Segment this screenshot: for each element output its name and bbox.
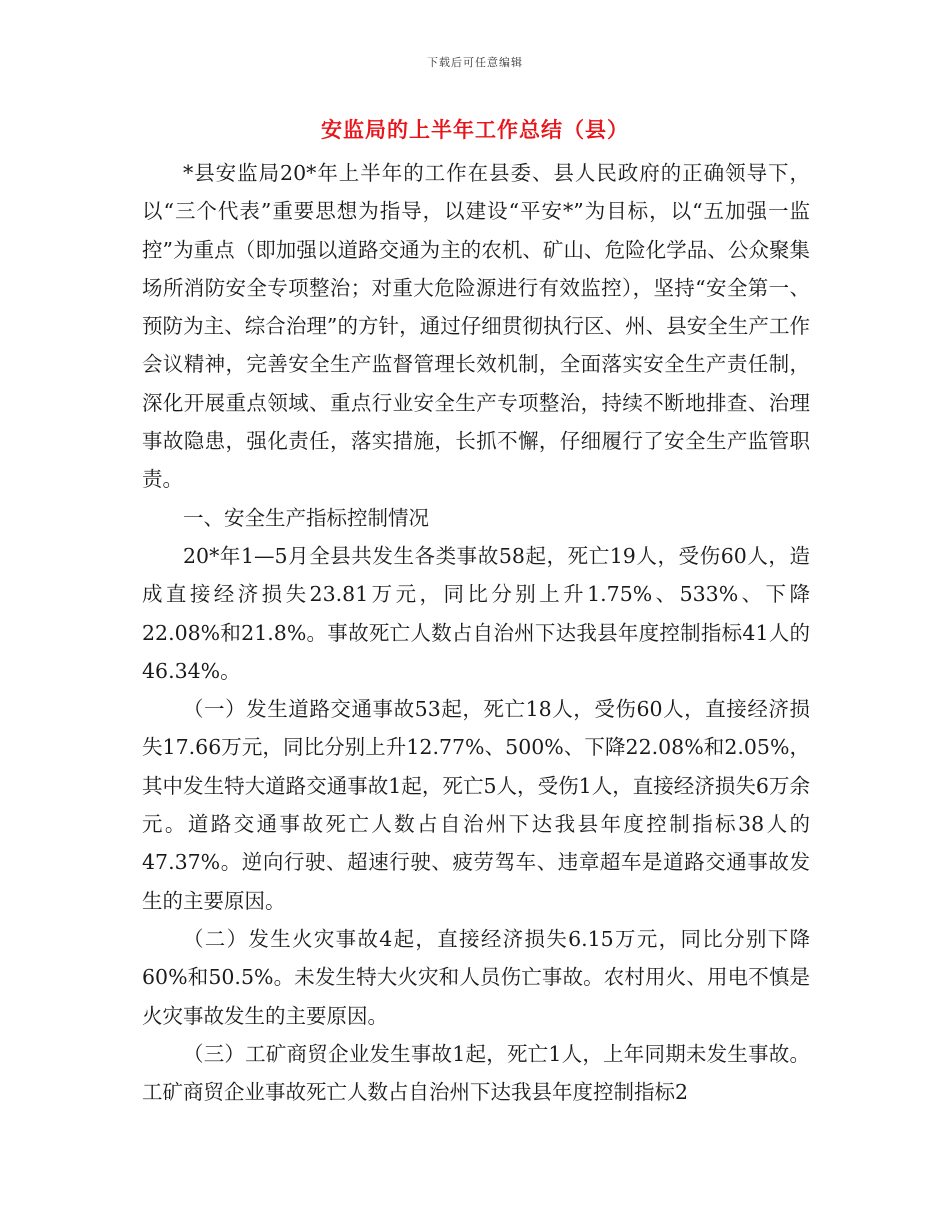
summary-paragraph: 20*年1—5月全县共发生各类事故58起，死亡19人，受伤60人，造成直接经济损失23.81万元，同比分别上升1.75%、533%、下降22.08%和21.8%。事故死亡人数占自治州下达我县年度控制指标41人的46.34%。 (142, 543, 810, 683)
fire-accident-paragraph: （二）发生火灾事故4起，直接经济损失6.15万元，同比分别下降60%和50.5%。未发生特大火灾和人员伤亡事故。农村用火、用电不慎是火灾事故发生的主要原因。 (142, 926, 810, 1028)
traffic-accident-paragraph: （一）发生道路交通事故53起，死亡18人，受伤60人，直接经济损失17.66万元，同比分别上升12.77%、500%、下降22.08%和2.05%，其中发生特大道路交通事故1起，死亡5人，受伤1人，直接经济损失6万余元。道路交通事故死亡人数占自治州下达我县年度控制指标38人的47.37%。逆向行驶、超速行驶、疲劳驾车、违章超车是道路交通事故发生的主要原因。 (142, 697, 810, 913)
section-heading: 一、安全生产指标控制情况 (183, 505, 429, 530)
page-title: 安监局的上半年工作总结（县） (321, 118, 629, 142)
intro-paragraph: *县安监局20*年上半年的工作在县委、县人民政府的正确领导下，以“三个代表”重要思想为指导，以建设“平安*”为目标，以“五加强一监控”为重点（即加强以道路交通为主的农机、矿山、危险化学品、公众聚集场所消防安全专项整治；对重大危险源进行有效监控），坚持“安全第一、预防为主、综合治理”的方针，通过仔细贯彻执行区、州、县安全生产工作会议精神，完善安全生产监督管理长效机制，全面落实安全生产责任制，深化开展重点领域、重点行业安全生产专项整治，持续不断地排查、治理事故隐患，强化责任，落实措施，长抓不懈，仔细履行了安全生产监管职责。 (142, 161, 810, 492)
document-body (142, 154, 810, 1111)
header-note: 下载后可任意编辑 (427, 56, 523, 69)
industrial-accident-paragraph: （三）工矿商贸企业发生事故1起，死亡1人，上年同期未发生事故。工矿商贸企业事故死亡人数占自治州下达我县年度控制指标2 (142, 1041, 810, 1105)
